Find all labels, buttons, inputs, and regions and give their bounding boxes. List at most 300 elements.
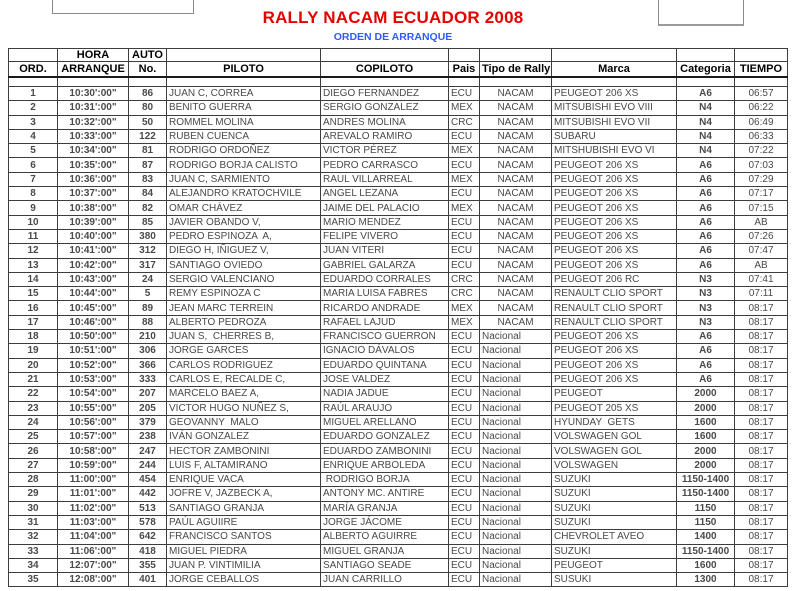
cell-pais: ECU — [449, 387, 480, 401]
table-row — [9, 315, 788, 329]
cell-no: 333 — [129, 372, 167, 386]
cell-copiloto: JAIME DEL PALACIO — [321, 201, 449, 215]
cell-marca: RENAULT CLIO SPORT — [552, 287, 677, 301]
cell-piloto: PEDRO ESPINOZA A, — [167, 229, 321, 243]
cell-arranque: 10:57':00" — [58, 430, 129, 444]
cell-categoria: A6 — [677, 172, 735, 186]
cell-piloto: JORGE CEBALLOS — [167, 573, 321, 587]
cell-marca: PEUGEOT 206 XS — [552, 215, 677, 229]
cell-piloto: OMAR CHÁVEZ — [167, 201, 321, 215]
cell-pais: ECU — [449, 215, 480, 229]
cell-arranque: 10:30':00" — [58, 87, 129, 101]
cell-tiempo: AB — [735, 215, 788, 229]
cell-pais: ECU — [449, 444, 480, 458]
cell-arranque: 11:02':00" — [58, 501, 129, 515]
cell-copiloto: PEDRO CARRASCO — [321, 158, 449, 172]
cell-pais: ECU — [449, 415, 480, 429]
cell-tipo-de-rally: NACAM — [480, 172, 552, 186]
cell-piloto: VICTOR HUGO NUÑEZ S, — [167, 401, 321, 415]
table-row — [9, 272, 788, 286]
cell-arranque: 12:08':00" — [58, 573, 129, 587]
cell-pais: ECU — [449, 258, 480, 272]
cell-ord: 10 — [9, 215, 58, 229]
spacer-row — [9, 77, 788, 87]
cell-categoria: 1600 — [677, 430, 735, 444]
cell-categoria: N4 — [677, 101, 735, 115]
cell-tiempo: 07:03 — [735, 158, 788, 172]
cell-tiempo: 08:17 — [735, 558, 788, 572]
cell-pais: ECU — [449, 330, 480, 344]
cell-arranque: 10:37':00" — [58, 187, 129, 201]
cell-copiloto: ALBERTO AGUIRRE — [321, 530, 449, 544]
cell-tiempo: 07:15 — [735, 201, 788, 215]
cell-ord: 16 — [9, 301, 58, 315]
cell-piloto: JUAN C, SARMIENTO — [167, 172, 321, 186]
cell-arranque: 11:01':00" — [58, 487, 129, 501]
cell-copiloto: ENRIQUE ARBOLEDA — [321, 458, 449, 472]
cell-ord: 23 — [9, 401, 58, 415]
cell-no: 401 — [129, 573, 167, 587]
table-row — [9, 229, 788, 243]
cell-ord: 11 — [9, 229, 58, 243]
cell-marca: MITSUBISHI EVO VII — [552, 115, 677, 129]
cell-categoria: A6 — [677, 344, 735, 358]
cell-piloto: RODRIGO ORDOÑEZ — [167, 144, 321, 158]
cell-categoria: A6 — [677, 215, 735, 229]
cell-categoria: N3 — [677, 301, 735, 315]
cell-marca: SUZUKI — [552, 487, 677, 501]
cell-tipo-de-rally: Nacional — [480, 473, 552, 487]
table-row — [9, 573, 788, 587]
table-row — [9, 544, 788, 558]
cell-arranque: 10:59':00" — [58, 458, 129, 472]
cell-categoria: 1300 — [677, 573, 735, 587]
col-group-header-arranque: HORA — [58, 49, 129, 62]
cell-ord: 9 — [9, 201, 58, 215]
cell-no: 207 — [129, 387, 167, 401]
cell-marca: MITSHUBISHI EVO VI — [552, 144, 677, 158]
cell-ord: 34 — [9, 558, 58, 572]
cell-marca: PEUGEOT 206 XS — [552, 344, 677, 358]
cell-categoria: A6 — [677, 372, 735, 386]
cell-piloto: MIGUEL PIEDRA — [167, 544, 321, 558]
cell-tipo-de-rally: NACAM — [480, 144, 552, 158]
header-top-row — [9, 49, 788, 62]
cell-marca: PEUGEOT 206 XS — [552, 229, 677, 243]
cell-arranque: 10:38':00" — [58, 201, 129, 215]
cell-arranque: 10:34':00" — [58, 144, 129, 158]
cell-copiloto: RICARDO ANDRADE — [321, 301, 449, 315]
cell-ord: 1 — [9, 87, 58, 101]
cell-pais: ECU — [449, 430, 480, 444]
table-row — [9, 87, 788, 101]
cell-piloto: RODRIGO BORJA CALISTO — [167, 158, 321, 172]
cell-ord: 8 — [9, 187, 58, 201]
cell-ord: 4 — [9, 129, 58, 143]
cell-categoria: A6 — [677, 158, 735, 172]
cell-pais: ECU — [449, 129, 480, 143]
spacer-cell-copiloto — [321, 77, 449, 87]
cell-tipo-de-rally: Nacional — [480, 530, 552, 544]
cell-marca: PEUGEOT 206 XS — [552, 258, 677, 272]
cell-categoria: 1150-1400 — [677, 544, 735, 558]
cell-categoria: 1600 — [677, 415, 735, 429]
cell-marca: PEUGEOT 206 XS — [552, 372, 677, 386]
cell-categoria: A6 — [677, 330, 735, 344]
cell-piloto: JUAN C, CORREA — [167, 87, 321, 101]
cell-categoria: N3 — [677, 287, 735, 301]
cell-copiloto: FELIPE VIVERO — [321, 229, 449, 243]
cell-copiloto: EDUARDO CORRALES — [321, 272, 449, 286]
cell-tipo-de-rally: Nacional — [480, 387, 552, 401]
spacer-cell-arranque — [58, 77, 129, 87]
table-row — [9, 430, 788, 444]
cell-no: 578 — [129, 515, 167, 529]
cell-no: 84 — [129, 187, 167, 201]
cell-piloto: JUAN P. VINTIMILIA — [167, 558, 321, 572]
table-row — [9, 201, 788, 215]
cell-piloto: IVÁN GONZALEZ — [167, 430, 321, 444]
cell-arranque: 11:03':00" — [58, 515, 129, 529]
page-subtitle: ORDEN DE ARRANQUE — [333, 31, 453, 43]
cell-piloto: LUIS F, ALTAMIRANO — [167, 458, 321, 472]
cell-marca: SUZUKI — [552, 544, 677, 558]
spacer-cell-tipo-de-rally — [480, 77, 552, 87]
table-row — [9, 387, 788, 401]
cell-categoria: 1150 — [677, 515, 735, 529]
cell-pais: ECU — [449, 87, 480, 101]
cell-ord: 25 — [9, 430, 58, 444]
cell-tiempo: 08:17 — [735, 372, 788, 386]
cell-tiempo: AB — [735, 258, 788, 272]
cell-no: 379 — [129, 415, 167, 429]
cell-piloto: MARCELO BAEZ A, — [167, 387, 321, 401]
table-row — [9, 372, 788, 386]
cell-tipo-de-rally: Nacional — [480, 458, 552, 472]
cell-arranque: 12:07':00" — [58, 558, 129, 572]
table-row — [9, 301, 788, 315]
table-row — [9, 158, 788, 172]
cell-no: 85 — [129, 215, 167, 229]
cell-tiempo: 06:57 — [735, 87, 788, 101]
cell-tipo-de-rally: NACAM — [480, 187, 552, 201]
cell-pais: ECU — [449, 501, 480, 515]
table-row — [9, 515, 788, 529]
cell-no: 24 — [129, 272, 167, 286]
col-group-header-marca — [552, 49, 677, 62]
cell-piloto: GEOVANNY MALO — [167, 415, 321, 429]
cell-ord: 3 — [9, 115, 58, 129]
cell-no: 83 — [129, 172, 167, 186]
cell-arranque: 10:36':00" — [58, 172, 129, 186]
table-row — [9, 330, 788, 344]
cell-no: 442 — [129, 487, 167, 501]
cell-tipo-de-rally: Nacional — [480, 558, 552, 572]
cell-tipo-de-rally: Nacional — [480, 330, 552, 344]
cell-piloto: ROMMEL MOLINA — [167, 115, 321, 129]
cell-tipo-de-rally: NACAM — [480, 158, 552, 172]
cell-ord: 35 — [9, 573, 58, 587]
cell-tiempo: 08:17 — [735, 401, 788, 415]
cell-categoria: 1600 — [677, 558, 735, 572]
cell-pais: MEX — [449, 172, 480, 186]
cell-no: 86 — [129, 87, 167, 101]
table-row — [9, 101, 788, 115]
cell-marca: SUSUKI — [552, 573, 677, 587]
cell-arranque: 10:42':00" — [58, 258, 129, 272]
cell-ord: 18 — [9, 330, 58, 344]
cell-copiloto: EDUARDO QUINTANA — [321, 358, 449, 372]
cell-marca: PEUGEOT 206 XS — [552, 330, 677, 344]
cell-tipo-de-rally: NACAM — [480, 301, 552, 315]
cell-piloto: ALBERTO PEDROZA — [167, 315, 321, 329]
cell-arranque: 10:35':00" — [58, 158, 129, 172]
table-row — [9, 487, 788, 501]
cell-no: 80 — [129, 101, 167, 115]
cell-copiloto: JUAN CARRILLO — [321, 573, 449, 587]
cell-tiempo: 08:17 — [735, 544, 788, 558]
table-row — [9, 473, 788, 487]
cell-pais: ECU — [449, 158, 480, 172]
cell-piloto: JOFRE V, JAZBECK A, — [167, 487, 321, 501]
cell-tiempo: 08:17 — [735, 473, 788, 487]
cell-ord: 33 — [9, 544, 58, 558]
cell-marca: HYUNDAY GETS — [552, 415, 677, 429]
cell-arranque: 10:53':00" — [58, 372, 129, 386]
cell-piloto: CARLOS RODRIGUEZ — [167, 358, 321, 372]
cell-tiempo: 08:17 — [735, 415, 788, 429]
spacer-cell-pais — [449, 77, 480, 87]
cell-tiempo: 08:17 — [735, 487, 788, 501]
col-group-header-tipo-de-rally — [480, 49, 552, 62]
cell-pais: ECU — [449, 187, 480, 201]
cell-pais: MEX — [449, 101, 480, 115]
cell-tiempo: 07:41 — [735, 272, 788, 286]
cell-piloto: JAVIER OBANDO V, — [167, 215, 321, 229]
cell-pais: ECU — [449, 244, 480, 258]
cell-arranque: 10:32':00" — [58, 115, 129, 129]
cell-marca: VOLSWAGEN — [552, 458, 677, 472]
cell-tiempo: 08:17 — [735, 358, 788, 372]
cell-tipo-de-rally: Nacional — [480, 358, 552, 372]
cell-copiloto: AREVALO RAMIRO — [321, 129, 449, 143]
cell-categoria: A6 — [677, 358, 735, 372]
cell-ord: 26 — [9, 444, 58, 458]
cell-ord: 6 — [9, 158, 58, 172]
table-row — [9, 115, 788, 129]
cell-pais: CRC — [449, 272, 480, 286]
cell-no: 238 — [129, 430, 167, 444]
cell-categoria: A6 — [677, 229, 735, 243]
cell-piloto: ENRIQUE VACA — [167, 473, 321, 487]
cell-ord: 5 — [9, 144, 58, 158]
cell-tipo-de-rally: Nacional — [480, 515, 552, 529]
cell-marca: PEUGEOT — [552, 558, 677, 572]
cell-tiempo: 08:17 — [735, 387, 788, 401]
cell-categoria: N4 — [677, 129, 735, 143]
cell-pais: ECU — [449, 358, 480, 372]
spacer-cell-piloto — [167, 77, 321, 87]
cell-ord: 28 — [9, 473, 58, 487]
cell-copiloto: MARIA LUISA FABRES — [321, 287, 449, 301]
cell-categoria: A6 — [677, 244, 735, 258]
col-header-marca: Marca — [552, 62, 677, 78]
cell-no: 88 — [129, 315, 167, 329]
cell-arranque: 10:43':00" — [58, 272, 129, 286]
cell-copiloto: SERGIO GONZALEZ — [321, 101, 449, 115]
cell-arranque: 10:39':00" — [58, 215, 129, 229]
col-group-header-copiloto — [321, 49, 449, 62]
table-row — [9, 415, 788, 429]
cell-pais: ECU — [449, 344, 480, 358]
cell-piloto: HECTOR ZAMBONINI — [167, 444, 321, 458]
cell-copiloto: VICTOR PÉREZ — [321, 144, 449, 158]
table-row — [9, 258, 788, 272]
cell-piloto: RUBEN CUENCA — [167, 129, 321, 143]
cell-ord: 2 — [9, 101, 58, 115]
table-row — [9, 530, 788, 544]
cell-no: 247 — [129, 444, 167, 458]
cell-tipo-de-rally: Nacional — [480, 430, 552, 444]
table-row — [9, 501, 788, 515]
cell-ord: 21 — [9, 372, 58, 386]
cell-ord: 24 — [9, 415, 58, 429]
cell-copiloto: EDUARDO GONZALEZ — [321, 430, 449, 444]
cell-categoria: 1400 — [677, 530, 735, 544]
cell-marca: CHEVROLET AVEO — [552, 530, 677, 544]
cell-piloto: JUAN S, CHERRES B, — [167, 330, 321, 344]
cell-marca: PEUGEOT — [552, 387, 677, 401]
cell-pais: ECU — [449, 458, 480, 472]
cell-arranque: 10:46':00" — [58, 315, 129, 329]
cell-piloto: JORGE GARCES — [167, 344, 321, 358]
col-group-header-no: AUTO — [129, 49, 167, 62]
cell-copiloto: RAUL VILLARREAL — [321, 172, 449, 186]
start-order-table — [8, 48, 788, 587]
cell-tiempo: 06:33 — [735, 129, 788, 143]
cell-ord: 32 — [9, 530, 58, 544]
table-row — [9, 287, 788, 301]
cell-copiloto: MARIO MENDEZ — [321, 215, 449, 229]
cell-no: 82 — [129, 201, 167, 215]
cell-copiloto: IGNACIO DÁVALOS — [321, 344, 449, 358]
cell-tiempo: 07:11 — [735, 287, 788, 301]
cell-categoria: 2000 — [677, 444, 735, 458]
cell-marca: VOLSWAGEN GOL — [552, 444, 677, 458]
cell-no: 642 — [129, 530, 167, 544]
cell-copiloto: FRANCISCO GUERRON — [321, 330, 449, 344]
cell-categoria: 1150 — [677, 501, 735, 515]
cell-piloto: BENITO GUERRA — [167, 101, 321, 115]
cell-tiempo: 08:17 — [735, 330, 788, 344]
col-header-no: No. — [129, 62, 167, 78]
cell-copiloto: JORGE JÁCOME — [321, 515, 449, 529]
cell-no: 205 — [129, 401, 167, 415]
cell-arranque: 11:00':00" — [58, 473, 129, 487]
cell-tiempo: 06:22 — [735, 101, 788, 115]
cell-tiempo: 08:17 — [735, 515, 788, 529]
cell-ord: 19 — [9, 344, 58, 358]
cell-marca: PEUGEOT 206 RC — [552, 272, 677, 286]
cell-no: 122 — [129, 129, 167, 143]
cell-tipo-de-rally: NACAM — [480, 229, 552, 243]
cell-pais: ECU — [449, 515, 480, 529]
cell-ord: 31 — [9, 515, 58, 529]
cell-no: 355 — [129, 558, 167, 572]
cell-marca: PEUGEOT 206 XS — [552, 87, 677, 101]
cell-categoria: A6 — [677, 201, 735, 215]
cell-piloto: REMY ESPINOZA C — [167, 287, 321, 301]
cell-no: 306 — [129, 344, 167, 358]
cell-copiloto: RAÚL ARAUJO — [321, 401, 449, 415]
cell-categoria: 2000 — [677, 458, 735, 472]
cell-arranque: 11:06':00" — [58, 544, 129, 558]
spacer-cell-no — [129, 77, 167, 87]
cell-piloto: ALEJANDRO KRATOCHVILE — [167, 187, 321, 201]
cell-tipo-de-rally: Nacional — [480, 415, 552, 429]
cell-categoria: A6 — [677, 258, 735, 272]
cell-arranque: 10:52':00" — [58, 358, 129, 372]
cell-copiloto: EDUARDO ZAMBONINI — [321, 444, 449, 458]
cell-no: 210 — [129, 330, 167, 344]
cell-ord: 14 — [9, 272, 58, 286]
table-row — [9, 344, 788, 358]
cell-piloto: SANTIAGO OVIEDO — [167, 258, 321, 272]
table-row — [9, 358, 788, 372]
cell-pais: MEX — [449, 315, 480, 329]
cell-pais: ECU — [449, 530, 480, 544]
col-header-tiempo: TIEMPO — [735, 62, 788, 78]
cell-marca: SUBARU — [552, 129, 677, 143]
cell-categoria: 1150-1400 — [677, 487, 735, 501]
cell-arranque: 10:33':00" — [58, 129, 129, 143]
cell-categoria: A6 — [677, 187, 735, 201]
cell-no: 317 — [129, 258, 167, 272]
cell-marca: PEUGEOT 206 XS — [552, 172, 677, 186]
col-header-copiloto: COPILOTO — [321, 62, 449, 78]
table-row — [9, 129, 788, 143]
cell-tipo-de-rally: Nacional — [480, 401, 552, 415]
cell-arranque: 10:55':00" — [58, 401, 129, 415]
cell-no: 454 — [129, 473, 167, 487]
cell-ord: 27 — [9, 458, 58, 472]
cell-categoria: 1150-1400 — [677, 473, 735, 487]
cell-tipo-de-rally: Nacional — [480, 372, 552, 386]
cell-ord: 7 — [9, 172, 58, 186]
cell-arranque: 10:58':00" — [58, 444, 129, 458]
cell-copiloto: MIGUEL ARELLANO — [321, 415, 449, 429]
cell-pais: ECU — [449, 544, 480, 558]
col-group-header-tiempo — [735, 49, 788, 62]
cell-no: 366 — [129, 358, 167, 372]
cell-tipo-de-rally: Nacional — [480, 501, 552, 515]
cell-tiempo: 07:47 — [735, 244, 788, 258]
cell-ord: 12 — [9, 244, 58, 258]
cell-arranque: 10:54':00" — [58, 387, 129, 401]
header-main-row — [9, 62, 788, 78]
cell-tiempo: 07:29 — [735, 172, 788, 186]
cell-no: 5 — [129, 287, 167, 301]
cell-tiempo: 07:26 — [735, 229, 788, 243]
cell-tiempo: 07:22 — [735, 144, 788, 158]
cell-no: 418 — [129, 544, 167, 558]
cell-copiloto: ANGEL LEZANA — [321, 187, 449, 201]
cell-copiloto: MARÍA GRANJA — [321, 501, 449, 515]
col-header-ord: ORD. — [9, 62, 58, 78]
table-row — [9, 401, 788, 415]
cell-arranque: 11:04':00" — [58, 530, 129, 544]
cell-tiempo: 06:49 — [735, 115, 788, 129]
